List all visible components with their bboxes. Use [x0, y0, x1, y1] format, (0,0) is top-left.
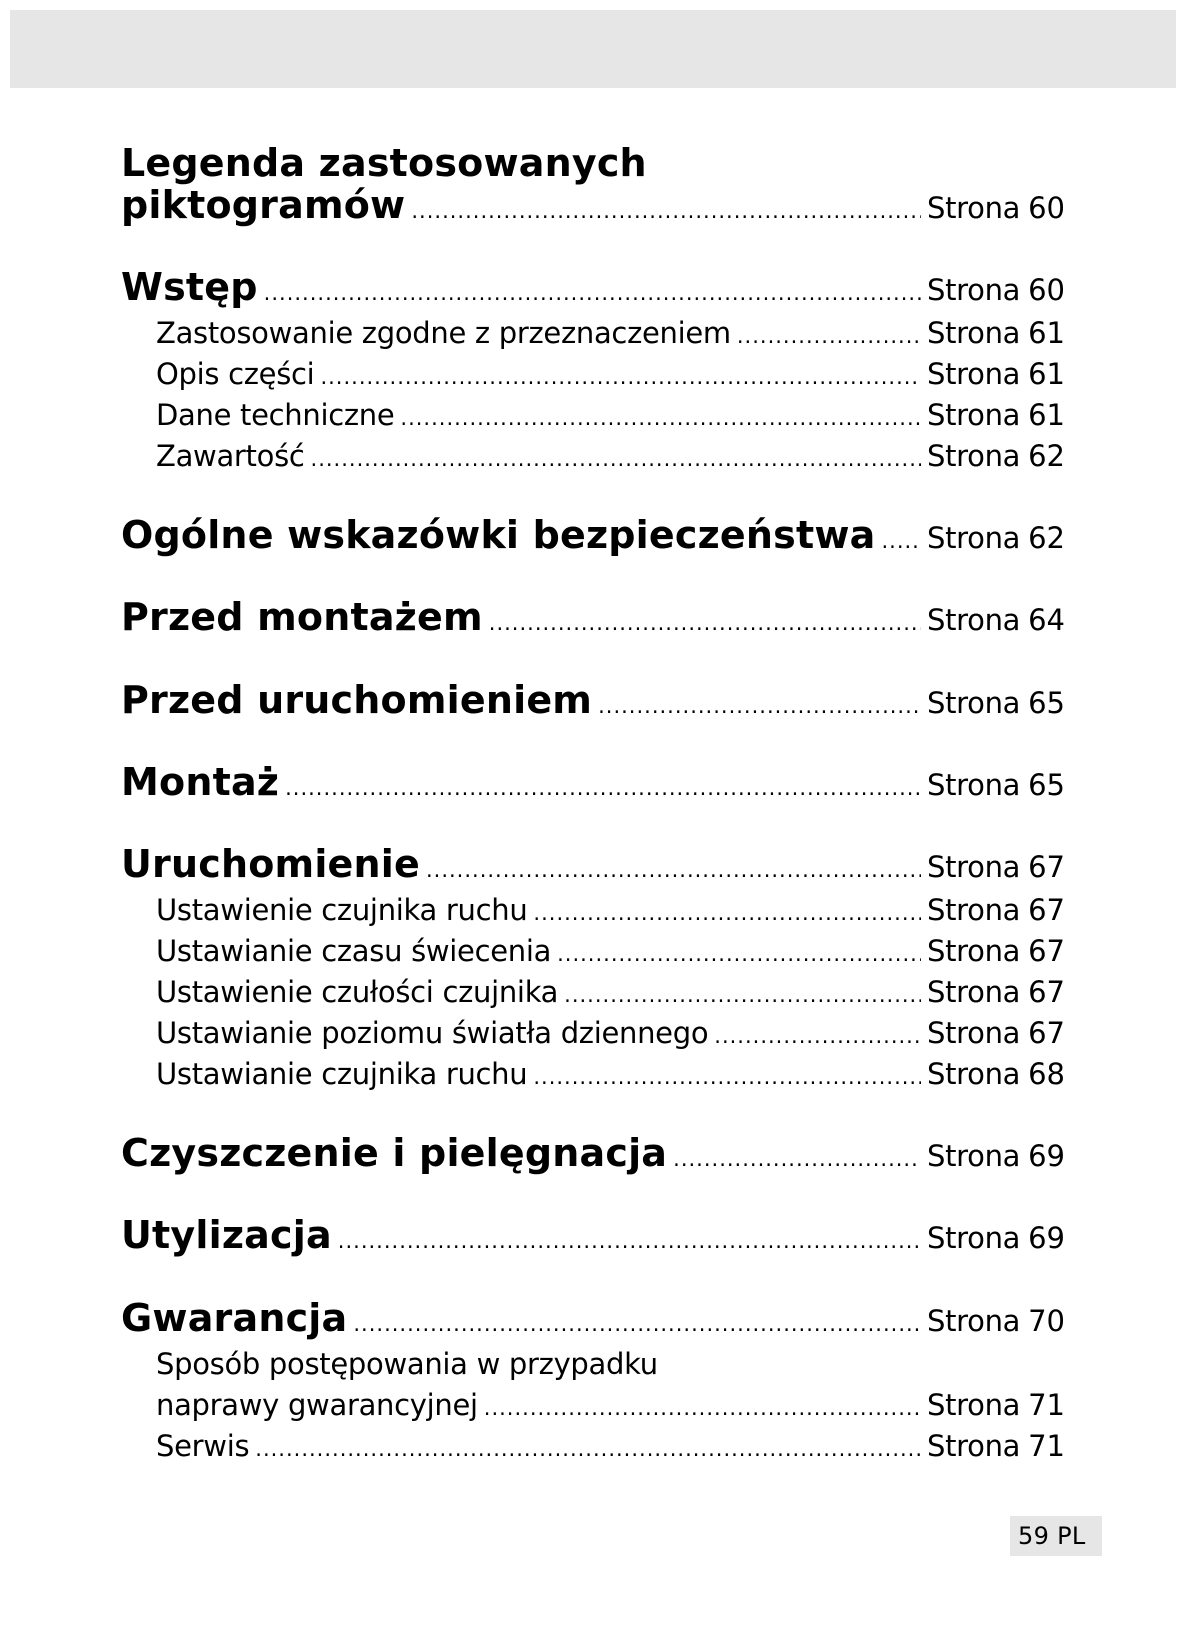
toc-entry-title: Serwis: [156, 1429, 250, 1463]
toc-entry-title: Gwarancja: [121, 1296, 348, 1340]
toc-entry-title: Ustawienie czujnika ruchu: [156, 893, 528, 927]
page-number: 65: [1028, 768, 1065, 802]
toc-entry-czyszczenie[interactable]: [121, 1131, 1065, 1175]
toc-entry-title: Ustawianie czujnika ruchu: [156, 1057, 528, 1091]
toc-entry-montaz[interactable]: [121, 760, 1065, 804]
toc-entry-title: Ustawienie czułości czujnika: [156, 975, 559, 1009]
toc-entry-title: Dane techniczne: [156, 398, 395, 432]
page-number: 65: [1028, 686, 1065, 720]
toc-subentry-ustawienie-czulosci[interactable]: [156, 975, 1065, 1009]
page-number: 67: [1028, 893, 1065, 927]
page-label: Strona: [927, 893, 1021, 927]
dot-leader: [338, 1231, 921, 1252]
page-number: 71: [1028, 1388, 1065, 1422]
page-number: 61: [1028, 316, 1065, 350]
toc-entry-title: piktogramów: [121, 183, 406, 227]
toc-entry-ogolne[interactable]: [121, 513, 1065, 557]
toc-subentry-line: Sposób postępowania w przypadku: [156, 1347, 658, 1381]
toc-entry-przed-uruchomieniem[interactable]: [121, 678, 1065, 722]
toc-entry-title: Ogólne wskazówki bezpieczeństwa: [121, 513, 876, 557]
toc-subentry-ustawianie-poziomu[interactable]: [156, 1016, 1065, 1050]
page-label: Strona: [927, 1016, 1021, 1050]
page-label: Strona: [927, 1139, 1021, 1173]
page-label: Strona: [927, 357, 1021, 391]
dot-leader: [533, 1067, 921, 1088]
page-label: Strona: [927, 850, 1021, 884]
page-number: 61: [1028, 398, 1065, 432]
toc-subentry-zastosowanie[interactable]: [156, 316, 1065, 350]
toc-subentry-sposob[interactable]: [156, 1388, 1065, 1422]
page-label: Strona: [927, 273, 1021, 307]
footer-page-number: 59: [1018, 1522, 1050, 1550]
dot-leader: [484, 1398, 921, 1419]
dot-leader: [489, 613, 921, 634]
page-label: Strona: [927, 1221, 1021, 1255]
toc-entry-title: Zastosowanie zgodne z przeznaczeniem: [156, 316, 731, 350]
page-number: 68: [1028, 1057, 1065, 1091]
toc-entry-wstep[interactable]: [121, 265, 1065, 309]
toc-subentry-ustawienie-czujnika[interactable]: [156, 893, 1065, 927]
footer-language: PL: [1057, 1522, 1086, 1550]
toc-entry-legend[interactable]: [121, 183, 1065, 227]
page-number: 70: [1028, 1304, 1065, 1338]
page-number: 60: [1028, 191, 1065, 225]
page-label: Strona: [927, 603, 1021, 637]
page-number: 67: [1028, 975, 1065, 1009]
page-number: 64: [1028, 603, 1065, 637]
toc-subentry-opis[interactable]: [156, 357, 1065, 391]
toc-entry-title: Przed montażem: [121, 595, 483, 639]
toc-subentry-ustawianie-czujnika[interactable]: [156, 1057, 1065, 1091]
page-label: Strona: [927, 1388, 1021, 1422]
toc-entry-title: Ustawianie poziomu światła dziennego: [156, 1016, 709, 1050]
toc-entry-gwarancja[interactable]: [121, 1296, 1065, 1340]
page-label: Strona: [927, 398, 1021, 432]
toc-subentry-ustawianie-czasu[interactable]: [156, 934, 1065, 968]
page-label: Strona: [927, 975, 1021, 1009]
dot-leader: [285, 778, 921, 799]
page-label: Strona: [927, 1057, 1021, 1091]
toc-entry-title: Czyszczenie i pielęgnacja: [121, 1131, 668, 1175]
toc-entry-title: Montaż: [121, 760, 280, 804]
toc-entry-uruchomienie[interactable]: [121, 842, 1065, 886]
toc-subentry-serwis[interactable]: [156, 1429, 1065, 1463]
page-label: Strona: [927, 1304, 1021, 1338]
dot-leader: [264, 283, 921, 304]
dot-leader: [255, 1439, 921, 1460]
toc-entry-title: Przed uruchomieniem: [121, 678, 593, 722]
dot-leader: [564, 985, 921, 1006]
page-label: Strona: [927, 191, 1021, 225]
page-label: Strona: [927, 316, 1021, 350]
dot-leader: [557, 944, 921, 965]
dot-leader: [411, 201, 921, 222]
page-number: 69: [1028, 1221, 1065, 1255]
dot-leader: [426, 860, 921, 881]
page-number: 69: [1028, 1139, 1065, 1173]
dot-leader: [533, 903, 921, 924]
page-number: 60: [1028, 273, 1065, 307]
dot-leader: [320, 367, 921, 388]
dot-leader: [673, 1149, 921, 1170]
toc-entry-title: Opis części: [156, 357, 315, 391]
dot-leader: [737, 326, 921, 347]
toc-subentry-zawartosc[interactable]: [156, 439, 1065, 473]
toc-entry-title: Ustawianie czasu świecenia: [156, 934, 552, 968]
page-label: Strona: [927, 768, 1021, 802]
dot-leader: [714, 1026, 921, 1047]
toc-entry-utylizacja[interactable]: [121, 1213, 1065, 1257]
toc-entry-przed-montazem[interactable]: [121, 595, 1065, 639]
page-label: Strona: [927, 1429, 1021, 1463]
dot-leader: [598, 696, 921, 717]
toc-entry-title: Uruchomienie: [121, 842, 420, 886]
toc-entry-title: Utylizacja: [121, 1213, 332, 1257]
page-number: 71: [1028, 1429, 1065, 1463]
page-number: 67: [1028, 934, 1065, 968]
page-number: 67: [1028, 850, 1065, 884]
page-number: 62: [1028, 439, 1065, 473]
page-label: Strona: [927, 686, 1021, 720]
toc-entry-title: Wstęp: [121, 265, 258, 309]
toc-subentry-dane[interactable]: [156, 398, 1065, 432]
page-label: Strona: [927, 934, 1021, 968]
page-label: Strona: [927, 439, 1021, 473]
toc-entry-title: naprawy gwarancyjnej: [156, 1388, 478, 1422]
page-footer: [1010, 1516, 1102, 1556]
page-label: Strona: [927, 521, 1021, 555]
page-number: 61: [1028, 357, 1065, 391]
toc-heading-line: Legenda zastosowanych: [121, 141, 647, 185]
page-number: 67: [1028, 1016, 1065, 1050]
dot-leader: [311, 449, 921, 470]
page-number: 62: [1028, 521, 1065, 555]
dot-leader: [881, 531, 921, 552]
toc-entry-title: Zawartość: [156, 439, 305, 473]
dot-leader: [353, 1314, 921, 1335]
dot-leader: [400, 408, 921, 429]
